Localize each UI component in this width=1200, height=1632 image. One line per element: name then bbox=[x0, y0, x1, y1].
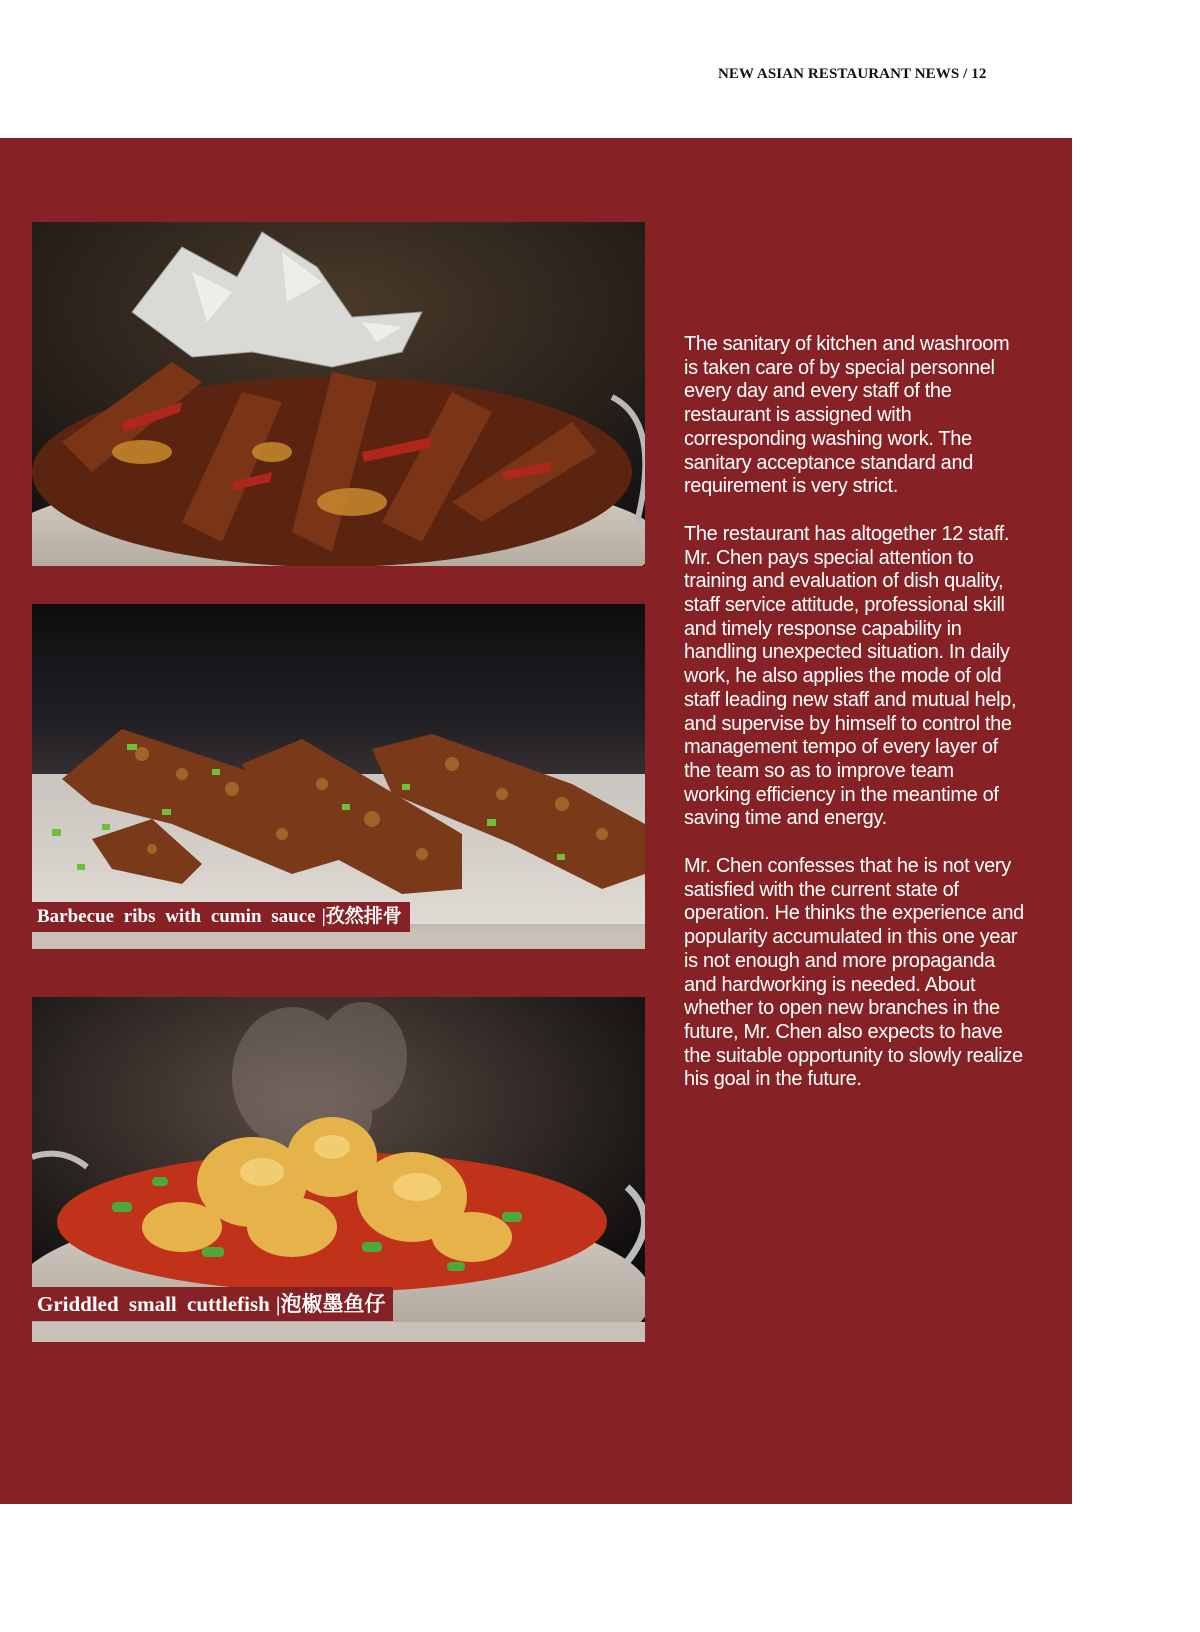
article-paragraph-2: The restaurant has altogether 12 staff. Mr. Chen pays special attention to training and evaluation of dish quality, staff service attitude, professional skill and timely response capability in handling unexpected situation. In daily work, he also applies the mode of old staff leading new staff and mutual help, and supervise by himself to control the management tempo of every layer of the team so as to improve team working efficiency in the meantime of saving time and energy. bbox=[684, 522, 1017, 830]
caption-cuttlefish-text: Griddled small cuttlefish bbox=[37, 1292, 270, 1316]
photo-spicy-ribs-pot bbox=[32, 222, 645, 566]
spicy-ribs-image bbox=[32, 222, 645, 566]
article-paragraph-3: Mr. Chen confesses that he is not very satisfied with the current state of operation. He thinks the experience and popularity accumulated in this one year is not enough and more propaganda and hardworking is needed. About whether to open new branches in the future, Mr. Chen also expects to have the suitable opportunity to slowly realize his goal in the future. bbox=[684, 855, 1024, 1091]
caption-barbecue-ribs-text: Barbecue ribs with cumin sauce bbox=[37, 906, 316, 927]
photo-cuttlefish bbox=[32, 997, 645, 1342]
article-body bbox=[684, 333, 1024, 1116]
barbecue-ribs-image bbox=[32, 604, 645, 949]
photo-barbecue-ribs bbox=[32, 604, 645, 949]
caption-barbecue-ribs bbox=[32, 902, 410, 932]
article-paragraph-1: The sanitary of kitchen and washroom is taken care of by special personnel every day and every staff of the restaurant is assigned with corresponding washing work. The sanitary acceptance standard and requirement is very strict. bbox=[684, 333, 1010, 498]
running-head: NEW ASIAN RESTAURANT NEWS / 12 bbox=[718, 66, 987, 82]
caption-cuttlefish-chinese: |泡椒墨鱼仔 bbox=[275, 1292, 386, 1316]
caption-barbecue-ribs-chinese: |孜然排骨 bbox=[321, 906, 402, 927]
caption-cuttlefish bbox=[32, 1287, 393, 1321]
